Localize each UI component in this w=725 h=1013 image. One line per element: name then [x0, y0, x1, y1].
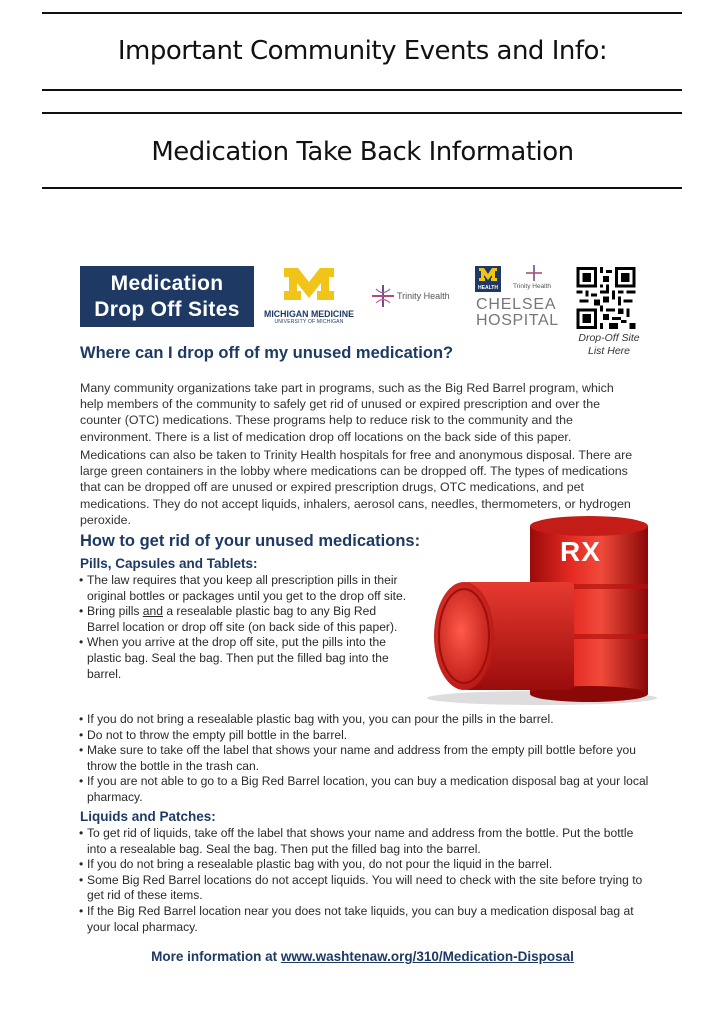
list-item: • To get rid of liquids, take off the label that shows your name and address from the bottle. Put the bottle into a resealable bag. Seal the bag. Then put the filled bag into the barrel. — [79, 826, 649, 857]
page-title: Important Community Events and Info: — [117, 36, 608, 66]
list-item: • If you are not able to go to a Big Red Barrel location, you can buy a medication disposal bag at your local pharmacy. — [79, 774, 649, 805]
qr-caption-line2: List Here — [587, 345, 630, 357]
list-item: • Make sure to take off the label that shows your name and address from the empty pill bottle before you throw the bottle in the trash can. — [79, 743, 649, 774]
qr-code[interactable] — [576, 267, 636, 329]
chelsea-line2: HOSPITAL — [476, 312, 559, 329]
where-paragraph-1: Many community organizations take part in programs, such as the Big Red Barrel program, which help members of the community to safely get rid of unused or expired prescription and over the counter (OTC) medications. These programs help to reduce risk to the community and the environment. There is a list of medication drop off locations on the back side of this paper. — [80, 381, 614, 444]
list-item — [79, 604, 409, 635]
list-item: • If you do not bring a resealable plastic bag with you, do not pour the liquid in the barrel. — [79, 857, 649, 873]
pills-rest-text: a resealable plastic bag to any Big Red Barrel location or drop off site (on back side of this paper). — [87, 604, 398, 634]
where-paragraph-2: Medications can also be taken to Trinity Health hospitals for free and anonymous disposal. There are large green containers in the lobby where medications can be dropped off. The types of medications that can be dropped off are unused or expired prescription drugs, OTC medications, and pet medications. They do not accept liquids, inhalers, aerosol cans, needles, thermometers, or hydrogen peroxide. — [80, 448, 633, 527]
liquids-heading: Liquids and Patches: — [80, 809, 216, 824]
block-m-icon — [262, 266, 356, 302]
qr-caption — [569, 332, 649, 358]
more-info — [0, 949, 725, 964]
chelsea-trinity-cross-icon — [525, 264, 543, 282]
list-item: • Do not to throw the empty pill bottle in the barrel. — [79, 728, 649, 744]
pills-list — [79, 573, 409, 682]
list-item: • Some Big Red Barrel locations do not accept liquids. You will need to check with the site before trying to get rid of these items. — [79, 873, 649, 904]
trinity-health-logo — [370, 283, 465, 309]
more-info-prefix: More information at — [151, 949, 281, 964]
trinity-text: Trinity Health — [397, 291, 450, 301]
qr-caption-line1: Drop-Off Site — [578, 332, 640, 344]
drop-badge-line2: Drop Off Sites — [94, 298, 240, 321]
page-subtitle: Medication Take Back Information — [151, 137, 574, 167]
list-item: • If the Big Red Barrel location near you does not take liquids, you can buy a medication disposal bag at your local pharmacy. — [79, 904, 649, 935]
title-rule — [42, 89, 682, 91]
trinity-cross-icon — [370, 283, 396, 309]
top-rule — [42, 12, 682, 14]
michigan-medicine-logo — [262, 266, 356, 328]
subtitle-top-rule — [42, 112, 682, 114]
chelsea-line1: CHELSEA — [476, 296, 557, 313]
pills-list-wide — [79, 712, 649, 806]
michigan-sub-text: UNIVERSITY OF MICHIGAN — [274, 319, 344, 325]
chelsea-m-block — [475, 266, 501, 292]
pills-bring-text: Bring pills — [87, 604, 143, 619]
subtitle-bottom-rule — [42, 187, 682, 189]
chelsea-hospital-logo — [475, 264, 561, 332]
list-item: • When you arrive at the drop off site, put the pills into the plastic bag. Seal the bag. Then put the filled bag into the barrel. — [79, 635, 409, 682]
where-heading: Where can I drop off of my unused medication? — [80, 344, 454, 362]
drop-badge-line1: Medication — [110, 272, 224, 295]
liquids-list — [79, 826, 649, 935]
chelsea-health-text: HEALTH — [478, 285, 498, 291]
more-info-link[interactable]: www.washtenaw.org/310/Medication-Disposal — [280, 949, 574, 964]
pills-heading: Pills, Capsules and Tablets: — [80, 556, 258, 571]
drop-off-sites-badge — [80, 266, 254, 327]
rx-barrels-icon — [424, 514, 660, 706]
small-block-m-icon — [475, 266, 501, 284]
michigan-medicine-text: MICHIGAN MEDICINE — [264, 309, 354, 319]
list-item: • If you do not bring a resealable plastic bag with you, you can pour the pills in the barrel. — [79, 712, 649, 728]
pills-and-text: and — [142, 604, 163, 619]
barrel-rx-label: RX — [560, 536, 601, 567]
chelsea-trinity-text: Trinity Health — [513, 283, 552, 290]
list-item: • The law requires that you keep all prescription pills in their original bottles or packages until you get to the drop off site. — [79, 573, 409, 604]
qr-code-icon — [576, 267, 636, 329]
red-barrels-image — [424, 514, 660, 706]
howto-heading: How to get rid of your unused medications: — [80, 532, 421, 550]
